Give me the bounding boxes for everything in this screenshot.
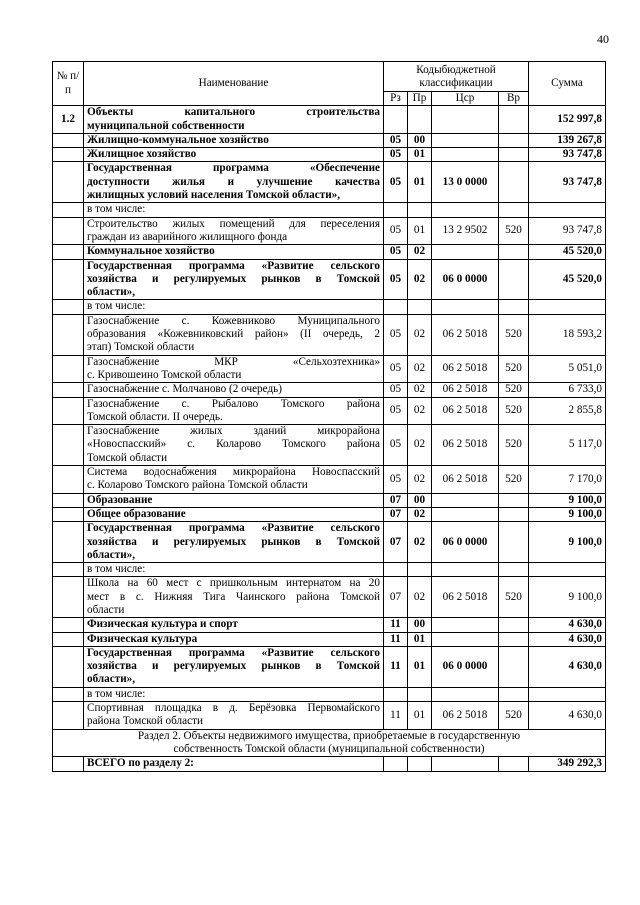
cell-pr: 00 <box>408 133 432 147</box>
cell-rz <box>384 687 408 701</box>
cell-csr: 13 0 0000 <box>432 162 499 203</box>
cell-csr: 06 2 5018 <box>432 425 499 466</box>
cell-num <box>53 383 84 397</box>
name-line: района Томской области <box>87 715 203 728</box>
table-row <box>53 618 606 632</box>
cell-sum: 4 630,0 <box>529 632 606 646</box>
cell-sum <box>529 203 606 217</box>
name-line: доступности жилья и улучшение качества <box>87 175 380 188</box>
cell-csr <box>432 300 499 314</box>
header-codes: Кодыбюджетной классификации <box>384 62 529 92</box>
name-line: Жилищное хозяйство <box>87 148 197 161</box>
cell-vr <box>499 162 529 203</box>
cell-sum: 93 747,8 <box>529 217 606 245</box>
cell-rz: 05 <box>384 397 408 425</box>
cell-num <box>53 507 84 521</box>
name-line: образования «Кожевниковский район» (II очередь, 2 <box>87 328 380 341</box>
cell-num: 1.2 <box>53 106 84 134</box>
table-row <box>53 577 606 618</box>
cell-rz: 11 <box>384 632 408 646</box>
cell-vr: 520 <box>499 577 529 618</box>
cell-pr: 02 <box>408 577 432 618</box>
cell-sum: 5 117,0 <box>529 425 606 466</box>
table-row <box>53 133 606 147</box>
cell-pr: 01 <box>408 646 432 687</box>
cell-csr <box>432 687 499 701</box>
page-number: 40 <box>597 32 609 46</box>
name-line: Система водоснабжения микрорайона Новоспасский <box>87 466 380 479</box>
name-line: области», <box>87 548 136 561</box>
cell-rz: 05 <box>384 425 408 466</box>
cell-sum: 5 051,0 <box>529 355 606 383</box>
cell-vr <box>499 618 529 632</box>
name-line: Государственная программа «Развитие сельского <box>87 259 380 272</box>
cell-num <box>53 687 84 701</box>
cell-sum: 152 997,8 <box>529 106 606 134</box>
cell-rz <box>384 300 408 314</box>
cell-rz: 05 <box>384 245 408 259</box>
cell-rz: 05 <box>384 466 408 494</box>
cell-rz: 07 <box>384 493 408 507</box>
cell-pr: 01 <box>408 148 432 162</box>
cell-rz: 07 <box>384 507 408 521</box>
cell-name <box>84 259 384 300</box>
cell-num <box>53 466 84 494</box>
cell-pr: 02 <box>408 425 432 466</box>
cell-vr: 520 <box>499 397 529 425</box>
cell-num <box>53 300 84 314</box>
table-row <box>53 217 606 245</box>
section-title: Раздел 2. Объекты недвижимого имущества, приобретаемые в государственную собственность Томской области (муниципальной собственности) <box>53 729 606 757</box>
table-header <box>53 62 606 106</box>
cell-vr <box>499 632 529 646</box>
name-line: области», <box>87 673 136 686</box>
cell-csr: 13 2 9502 <box>432 217 499 245</box>
cell-pr: 02 <box>408 466 432 494</box>
cell-vr <box>499 259 529 300</box>
cell-name <box>84 577 384 618</box>
cell-csr <box>432 133 499 147</box>
cell-pr: 02 <box>408 383 432 397</box>
cell-pr: 01 <box>408 162 432 203</box>
cell-vr <box>499 687 529 701</box>
cell-sum: 18 593,2 <box>529 314 606 355</box>
name-line: Школа на 60 мест с пришкольным интернатом на 20 <box>87 577 380 590</box>
table-row <box>53 106 606 134</box>
cell-rz <box>384 106 408 134</box>
cell-vr <box>499 646 529 687</box>
cell-sum: 9 100,0 <box>529 577 606 618</box>
name-line: Газоснабжение с. Молчаново (2 очередь) <box>87 383 282 396</box>
cell-vr <box>499 148 529 162</box>
header-name: Наименование <box>84 62 384 106</box>
cell-num <box>53 563 84 577</box>
cell-vr <box>499 300 529 314</box>
cell-pr <box>408 203 432 217</box>
cell-num <box>53 217 84 245</box>
cell-name <box>84 563 384 577</box>
cell-pr: 00 <box>408 493 432 507</box>
cell-sum: 139 267,8 <box>529 133 606 147</box>
table-row <box>53 397 606 425</box>
name-line: в том числе: <box>87 563 146 576</box>
header-vr: Вр <box>499 92 529 106</box>
cell-vr: 520 <box>499 702 529 730</box>
cell-rz <box>384 563 408 577</box>
cell-sum: 2 855,8 <box>529 397 606 425</box>
name-line: хозяйства и регулируемых рынков в Томской <box>87 272 380 285</box>
name-line: с. Коларово Томского района Томской области <box>87 479 308 492</box>
header-pr: Пр <box>408 92 432 106</box>
cell-pr: 02 <box>408 355 432 383</box>
cell-name <box>84 522 384 563</box>
name-line: в том числе: <box>87 300 146 313</box>
cell-name <box>84 646 384 687</box>
cell-csr <box>432 245 499 259</box>
name-line: Общее образование <box>87 507 186 520</box>
cell-rz <box>384 203 408 217</box>
cell-csr: 06 0 0000 <box>432 259 499 300</box>
header-num: № п/п <box>53 62 84 106</box>
cell-sum: 4 630,0 <box>529 646 606 687</box>
name-line: этап) Томской области <box>87 341 195 354</box>
cell-vr <box>499 522 529 563</box>
cell-sum <box>529 563 606 577</box>
table-row <box>53 687 606 701</box>
cell-name <box>84 148 384 162</box>
name-line: хозяйства и регулируемых рынков в Томской <box>87 535 380 548</box>
name-line: муниципальной собственности <box>87 119 245 132</box>
table-row <box>53 148 606 162</box>
name-line: с. Кривошеино Томской области <box>87 368 242 381</box>
cell-pr: 02 <box>408 522 432 563</box>
name-line: Газоснабжение жилых зданий микрорайона <box>87 425 380 438</box>
cell-vr <box>499 106 529 134</box>
name-line: Государственная программа «Развитие сельского <box>87 646 380 659</box>
cell-vr <box>499 133 529 147</box>
table-row <box>53 300 606 314</box>
cell-sum: 93 747,8 <box>529 148 606 162</box>
cell-name <box>84 300 384 314</box>
cell-rz: 11 <box>384 646 408 687</box>
cell-name <box>84 162 384 203</box>
cell-vr: 520 <box>499 355 529 383</box>
name-line: Томской области <box>87 451 168 464</box>
cell-vr <box>499 507 529 521</box>
table-body <box>53 106 606 729</box>
cell-name <box>84 133 384 147</box>
cell-num <box>53 259 84 300</box>
cell-sum: 7 170,0 <box>529 466 606 494</box>
cell-name <box>84 355 384 383</box>
table-row <box>53 355 606 383</box>
total-row <box>53 757 606 771</box>
cell-rz: 07 <box>384 522 408 563</box>
name-line: Спортивная площадка в д. Берёзовка Первомайского <box>87 702 380 715</box>
cell-csr: 06 0 0000 <box>432 522 499 563</box>
header-csr: Цср <box>432 92 499 106</box>
cell-rz: 11 <box>384 618 408 632</box>
cell-pr: 02 <box>408 245 432 259</box>
cell-csr <box>432 203 499 217</box>
cell-num <box>53 632 84 646</box>
cell-num <box>53 618 84 632</box>
table-row <box>53 522 606 563</box>
cell-vr: 520 <box>499 425 529 466</box>
total-sum: 349 292,3 <box>529 757 606 771</box>
table-footer <box>53 729 606 771</box>
cell-num <box>53 425 84 466</box>
cell-num <box>53 757 84 771</box>
cell-rz: 11 <box>384 702 408 730</box>
name-line: Государственная программа «Развитие сельского <box>87 522 380 535</box>
cell-vr <box>499 245 529 259</box>
cell-sum: 4 630,0 <box>529 618 606 632</box>
table-row <box>53 507 606 521</box>
table-row <box>53 203 606 217</box>
cell-vr: 520 <box>499 383 529 397</box>
cell-sum: 93 747,8 <box>529 162 606 203</box>
cell-vr <box>499 563 529 577</box>
cell-pr: 02 <box>408 397 432 425</box>
cell-csr <box>432 493 499 507</box>
budget-table <box>52 61 606 772</box>
cell-name <box>84 425 384 466</box>
cell-name <box>84 314 384 355</box>
name-line: Физическая культура <box>87 632 198 645</box>
cell-csr: 06 0 0000 <box>432 646 499 687</box>
cell-csr <box>432 563 499 577</box>
cell-csr <box>432 632 499 646</box>
name-line: Государственная программа «Обеспечение <box>87 162 380 175</box>
cell-sum <box>529 300 606 314</box>
cell-vr: 520 <box>499 466 529 494</box>
cell-num <box>53 355 84 383</box>
table-row <box>53 383 606 397</box>
cell-pr: 01 <box>408 632 432 646</box>
cell-pr: 01 <box>408 702 432 730</box>
cell-name <box>84 466 384 494</box>
table-row <box>53 162 606 203</box>
table-row <box>53 702 606 730</box>
cell-sum: 9 100,0 <box>529 507 606 521</box>
cell-pr <box>408 106 432 134</box>
cell-vr: 520 <box>499 217 529 245</box>
cell-csr: 06 2 5018 <box>432 397 499 425</box>
cell-pr: 02 <box>408 314 432 355</box>
table-row <box>53 632 606 646</box>
cell-csr: 06 2 5018 <box>432 355 499 383</box>
name-line: Строительство жилых помещений для переселения <box>87 217 380 230</box>
cell-num <box>53 522 84 563</box>
cell-sum: 9 100,0 <box>529 493 606 507</box>
cell-num <box>53 314 84 355</box>
cell-csr <box>432 106 499 134</box>
cell-rz: 07 <box>384 577 408 618</box>
cell-sum <box>529 687 606 701</box>
cell-sum: 6 733,0 <box>529 383 606 397</box>
cell-rz: 05 <box>384 148 408 162</box>
cell-rz: 05 <box>384 162 408 203</box>
cell-rz: 05 <box>384 383 408 397</box>
cell-num <box>53 148 84 162</box>
cell-csr: 06 2 5018 <box>432 314 499 355</box>
table-row <box>53 259 606 300</box>
name-line: Жилищно-коммунальное хозяйство <box>87 133 269 146</box>
cell-name <box>84 632 384 646</box>
cell-rz: 05 <box>384 355 408 383</box>
cell-name <box>84 383 384 397</box>
name-line: Коммунальное хозяйство <box>87 245 215 258</box>
cell-num <box>53 646 84 687</box>
name-line: «Новоспасский» с. Коларово Томского района <box>87 438 380 451</box>
cell-vr <box>499 493 529 507</box>
name-line: Газоснабжение с. Кожевниково Муниципального <box>87 314 380 327</box>
name-line: области», <box>87 286 136 299</box>
name-line: Объекты капитального строительства <box>87 106 380 119</box>
cell-csr: 06 2 5018 <box>432 466 499 494</box>
name-line: Газоснабжение с. Рыбалово Томского района <box>87 397 380 410</box>
cell-csr <box>432 507 499 521</box>
cell-name <box>84 106 384 134</box>
cell-pr <box>408 563 432 577</box>
name-line: граждан из аварийного жилищного фонда <box>87 230 288 243</box>
cell-sum: 4 630,0 <box>529 702 606 730</box>
cell-sum: 9 100,0 <box>529 522 606 563</box>
name-line: Газоснабжение МКР «Сельхозтехника» <box>87 355 380 368</box>
name-line: в том числе: <box>87 687 146 700</box>
cell-pr: 01 <box>408 217 432 245</box>
name-line: области <box>87 603 125 616</box>
cell-csr <box>432 618 499 632</box>
name-line: хозяйства и регулируемых рынков в Томской <box>87 660 380 673</box>
cell-name <box>84 203 384 217</box>
cell-vr <box>499 203 529 217</box>
cell-name <box>84 687 384 701</box>
cell-csr <box>432 148 499 162</box>
total-label: ВСЕГО по разделу 2: <box>84 757 384 771</box>
section-row <box>53 729 606 757</box>
table-row <box>53 466 606 494</box>
cell-name <box>84 618 384 632</box>
cell-num <box>53 493 84 507</box>
cell-csr: 06 2 5018 <box>432 577 499 618</box>
cell-name <box>84 702 384 730</box>
cell-name <box>84 217 384 245</box>
cell-sum: 45 520,0 <box>529 259 606 300</box>
cell-pr: 00 <box>408 618 432 632</box>
table-row <box>53 314 606 355</box>
header-rz: Рз <box>384 92 408 106</box>
cell-sum: 45 520,0 <box>529 245 606 259</box>
cell-num <box>53 203 84 217</box>
cell-name <box>84 493 384 507</box>
cell-name <box>84 397 384 425</box>
table-row <box>53 563 606 577</box>
cell-num <box>53 133 84 147</box>
table-row <box>53 425 606 466</box>
cell-num <box>53 702 84 730</box>
cell-name <box>84 507 384 521</box>
cell-num <box>53 245 84 259</box>
table-row <box>53 245 606 259</box>
name-line: жилищных условий населения Томской области», <box>87 189 341 202</box>
name-line: мест в с. Нижняя Тига Чаинского района Томской <box>87 590 380 603</box>
cell-num <box>53 397 84 425</box>
cell-vr: 520 <box>499 314 529 355</box>
cell-rz: 05 <box>384 259 408 300</box>
header-sum: Сумма <box>529 62 606 106</box>
name-line: Физическая культура и спорт <box>87 618 238 631</box>
table-row <box>53 646 606 687</box>
cell-pr <box>408 300 432 314</box>
table-row <box>53 493 606 507</box>
cell-name <box>84 245 384 259</box>
cell-csr: 06 2 5018 <box>432 383 499 397</box>
cell-rz: 05 <box>384 217 408 245</box>
name-line: в том числе: <box>87 203 146 216</box>
cell-pr: 02 <box>408 259 432 300</box>
cell-csr: 06 2 5018 <box>432 702 499 730</box>
cell-pr: 02 <box>408 507 432 521</box>
cell-num <box>53 577 84 618</box>
cell-rz: 05 <box>384 314 408 355</box>
cell-num <box>53 162 84 203</box>
name-line: Образование <box>87 493 153 506</box>
cell-pr <box>408 687 432 701</box>
cell-rz: 05 <box>384 133 408 147</box>
name-line: Томской области. II очередь. <box>87 410 223 423</box>
